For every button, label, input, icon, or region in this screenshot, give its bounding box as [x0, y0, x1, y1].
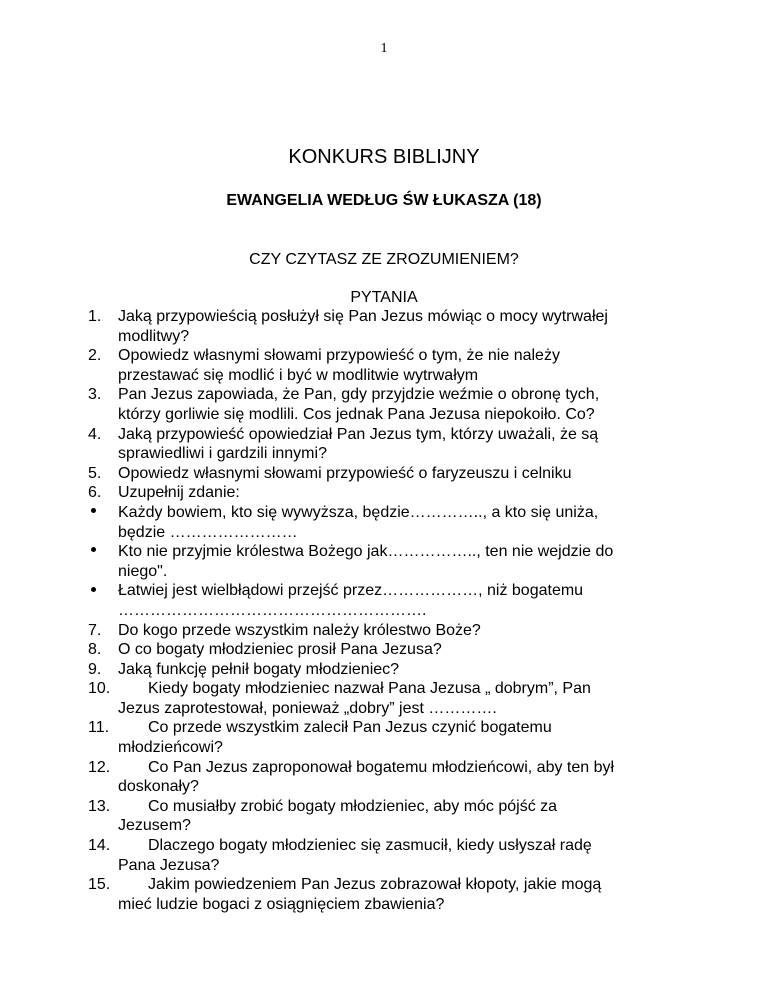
question-item: 15. Jakim powiedzeniem Pan Jezus zobrazował kłopoty, jakie mogą mieć ludzie bogaci z osiągnięciem zbawienia? — [88, 876, 602, 913]
question-number: 13. — [88, 797, 111, 815]
question-number: 10. — [88, 680, 111, 698]
question-number: 15. — [88, 876, 111, 894]
question-number: 7. — [88, 621, 102, 639]
question-number: 2. — [88, 347, 102, 365]
question-item: 5. Opowiedz własnymi słowami przypowieść o faryzeuszu i celniku — [88, 464, 572, 482]
document-subtitle: EWANGELIA WEDŁUG ŚW ŁUKASZA (18) — [226, 192, 542, 209]
question-item: 12. Co Pan Jezus zaproponował bogatemu młodzieńcowi, aby ten był doskonały? — [88, 758, 615, 796]
question-number: 8. — [88, 641, 102, 659]
question-item: 6. Uzupełnij zdanie: — [88, 484, 240, 502]
bullet-dot-icon — [88, 581, 118, 620]
question-number: 14. — [88, 837, 111, 855]
bullet-item: Kto nie przyjmie królestwa Bożego jak…………….., ten nie wejdzie do niego". — [88, 542, 688, 581]
questions-heading: PYTANIA — [350, 289, 418, 306]
bullet-item: Łatwiej jest wielbłądowi przejść przez………………, niż bogatemu …………………………………………………. — [88, 581, 688, 620]
question-number: 5. — [88, 464, 102, 482]
question-item: 1. Jaką przypowieścią posłużył się Pan Jezus mówiąc o mocy wytrwałej modlitwy? — [88, 308, 608, 345]
question-item: 4. Jaką przypowieść opowiedział Pan Jezus tym, którzy uważali, że są sprawiedliwi i gardzili innymi? — [88, 425, 599, 463]
question-item: 2. Opowiedz własnymi słowami przypowieść o tym, że nie należy przestawać się modlić i być w modlitwie wytrwałym — [88, 347, 560, 384]
question-item: 7. Do kogo przede wszystkim należy królestwo Boże? — [88, 621, 481, 639]
question-number: 11. — [88, 719, 110, 737]
bullet-dot-icon — [88, 542, 118, 581]
question-item: 14. Dlaczego bogaty młodzieniec się zasmucił, kiedy usłyszał radę Pana Jezusa? — [88, 837, 592, 874]
question-item: 9. Jaką funkcję pełnił bogaty młodzieniec? — [88, 660, 400, 678]
question-list — [88, 307, 688, 914]
question-item: 11. Co przede wszystkim zalecił Pan Jezus czynić bogatemu młodzieńcowi? — [88, 719, 552, 757]
question-number: 1. — [88, 308, 102, 325]
bullet-item: Każdy bowiem, kto się wywyższa, będzie………….., a kto się uniża, będzie …………………… — [88, 503, 688, 542]
question-number: 6. — [88, 484, 102, 502]
intro-line: CZY CZYTASZ ZE ZROZUMIENIEM? — [249, 251, 519, 268]
question-number: 4. — [88, 425, 102, 443]
document-title: KONKURS BIBLIJNY — [288, 146, 480, 168]
page-number: 1 — [380, 41, 388, 56]
question-item: 3. Pan Jezus zapowiada, że Pan, gdy przyjdzie weźmie o obronę tych, którzy gorliwie się modlili. Cos jednak Pana Jezusa niepokoiło. Co? — [88, 386, 600, 423]
question-item: 10. Kiedy bogaty młodzieniec nazwał Pana Jezusa „ dobrym”, Pan Jezus zaprotestował, ponieważ „dobry” jest …………. — [88, 680, 591, 717]
bullet-dot-icon — [88, 503, 118, 542]
question-number: 9. — [88, 660, 102, 678]
question-number: 3. — [88, 386, 102, 404]
question-item: 13. Co musiałby zrobić bogaty młodzieniec, aby móc pójść za Jezusem? — [88, 797, 558, 835]
question-number: 12. — [88, 758, 111, 776]
question-item: 8. O co bogaty młodzieniec prosił Pana Jezusa? — [88, 641, 442, 659]
